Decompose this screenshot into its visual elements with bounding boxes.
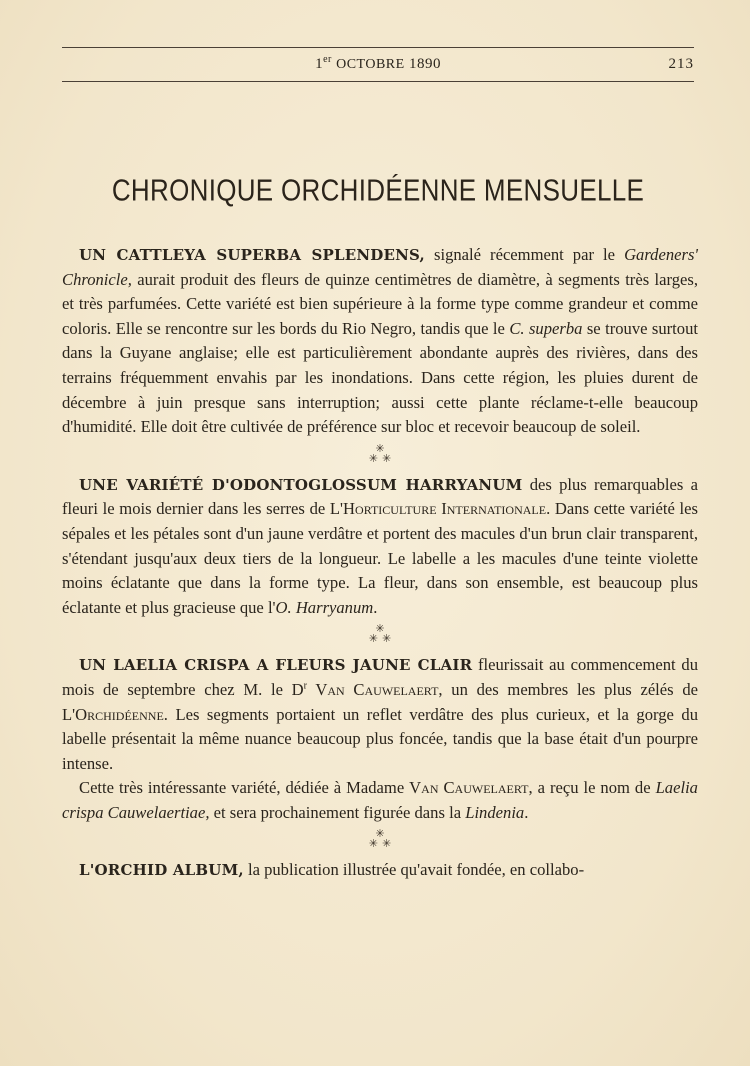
separator-star-icon: ✳ — [368, 452, 382, 465]
text-run: Cette très intéressante variété, dédiée à Madame — [79, 778, 410, 798]
separator-star-icon: ✳ — [368, 633, 382, 646]
text-run: fleurissait au commencement du mois de septembre chez M. le D — [62, 655, 698, 699]
section-separator — [62, 440, 698, 473]
separator-star-icon: ✳ — [375, 623, 385, 636]
smallcaps-run: Orchidéenne — [75, 704, 164, 724]
page-number: 213 — [668, 56, 694, 72]
text-run: se trouve surtout dans la Guyane anglaise; elle est particulièrement abondante auprès des rivières, dans des terrains fréquemment envahis par les inondations. Dans cette région, les pluies durent de décembre à juin presque sans interruption; aussi cette plante réclame-t-elle beaucoup d'humidité. Elle doit être cultivée de préférence sur bloc et recevoir beaucoup de soleil. — [62, 318, 698, 437]
separator-star-icon: ✳ — [382, 452, 396, 465]
text-run: . Dans cette variété les sépales et les pétales sont d'un jaune verdâtre et portent des macules d'un brun clair transparent, s'étendant jusqu'aux deux tiers de la longueur. Le labelle a les macules d'une teinte violette moins éclatante que dans la forme type. La fleur, dans son ensemble, est beaucoup plus éclatante et plus gracieuse que l' — [62, 499, 698, 617]
text-run: . — [373, 597, 378, 617]
smallcaps-run: Van Cauwelaert — [306, 679, 439, 699]
lead-orchid-album: L'ORCHID ALBUM, — [79, 861, 244, 880]
paragraph-odontoglossum — [62, 473, 698, 621]
section-separator — [62, 825, 698, 858]
separator-star-icon: ✳ — [375, 828, 385, 841]
header-date — [62, 56, 694, 73]
superscript-run: r — [303, 680, 307, 692]
italic-run: Lindenia — [465, 802, 525, 822]
text-run: , a reçu le nom de — [528, 778, 656, 798]
separator-stars-row — [62, 634, 698, 644]
text-run: la publication illustrée qu'avait fondée, en collabo- — [243, 860, 585, 880]
paragraph-laelia-dedication — [62, 776, 698, 825]
smallcaps-run: Horticulture Internationale — [343, 499, 547, 519]
separator-stars-row — [62, 454, 698, 464]
running-header — [62, 54, 694, 76]
separator-star-icon: ✳ — [382, 633, 396, 646]
text-run: aurait produit des fleurs de quinze centimètres de diamètre, à segments très larges, et très parfumées. Cette variété est bien supérieure à la forme type comme grandeur et comme coloris. Elle se rencontre sur les bords du Rio Negro, tandis que le — [62, 269, 698, 338]
separator-star-icon: ✳ — [375, 442, 385, 455]
paragraph-orchid-album — [62, 858, 698, 883]
header-rule-bottom — [62, 81, 694, 82]
header-date-year: 1890 — [408, 56, 441, 72]
paragraph-cattleya — [62, 243, 698, 440]
text-run: , un des membres les plus zélés de L' — [62, 679, 698, 724]
separator-star-icon: ✳ — [382, 838, 396, 851]
text-run: des plus remarquables a fleuri le mois dernier dans les serres de L' — [62, 474, 698, 519]
header-date-superscript: er — [323, 54, 332, 65]
header-date-day: 1 — [315, 56, 324, 72]
text-run: . — [524, 802, 529, 822]
text-run: et sera prochainement figurée dans la — [209, 802, 466, 822]
section-separator — [62, 620, 698, 653]
italic-run: C. superba — [509, 318, 583, 338]
lead-laelia: UN LAELIA CRISPA A FLEURS JAUNE CLAIR — [79, 656, 473, 675]
italic-run: Gardeners' Chronicle, — [62, 245, 698, 289]
lead-odontoglossum: UNE VARIÉTÉ D'ODONTOGLOSSUM HARRYANUM — [79, 475, 523, 494]
header-rule-top — [62, 47, 694, 48]
separator-stars-row — [62, 839, 698, 849]
paragraph-laelia — [62, 653, 698, 776]
header-date-month: OCTOBRE — [336, 57, 405, 72]
article-body — [62, 243, 698, 883]
page-title: CHRONIQUE ORCHIDÉENNE MENSUELLE — [111, 172, 645, 208]
lead-cattleya: UN CATTLEYA SUPERBA SPLENDENS, — [79, 246, 425, 264]
italic-run: O. Harryanum — [275, 597, 374, 617]
smallcaps-run: Van Cauwelaert — [409, 778, 529, 798]
text-run: signalé récemment par le — [424, 245, 625, 264]
italic-run: Laelia crispa Cauwelaertiae, — [62, 778, 698, 822]
separator-star-icon: ✳ — [368, 838, 382, 851]
text-run: . Les segments portaient un reflet verdâtre des plus curieux, et la gorge du labelle présentait la même nuance beaucoup plus foncée, tandis que la base était d'un pourpre intense. — [62, 704, 698, 773]
